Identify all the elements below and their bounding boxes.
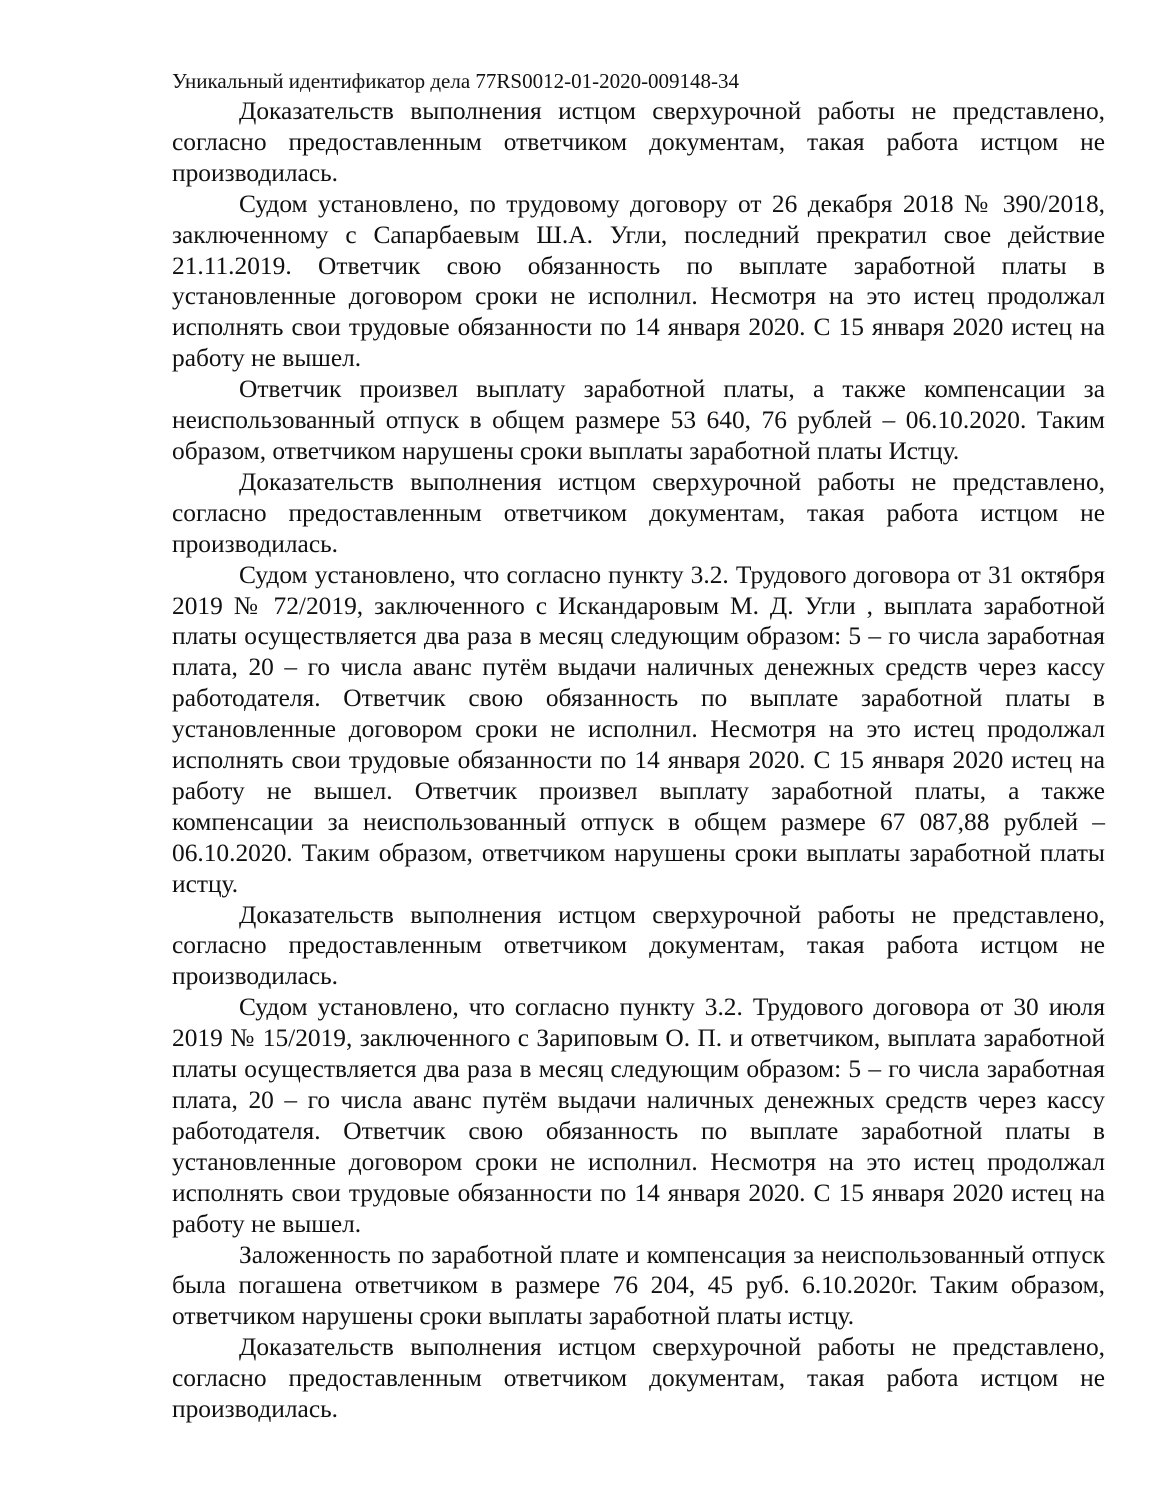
paragraph: Судом установлено, что согласно пункту 3.2. Трудового договора от 30 июля 2019 № 15/2019, заключенного с Зариповым О. П. и ответчиком, выплата заработной платы осуществляется два раза в месяц следующим образом: 5 – го числа заработная плата, 20 – го числа аванс путём выдачи наличных денежных средств через кассу работодателя. Ответчик свою обязанность по выплате заработной платы в установленные договором сроки не исполнил. Несмотря на это истец продолжал исполнять свои трудовые обязанности по 14 января 2020. С 15 января 2020 истец на работу не вышел. <box>172 993 1105 1238</box>
paragraph: Ответчик произвел выплату заработной платы, а также компенсации за неиспользованный отпуск в общем размере 53 640, 76 рублей – 06.10.2020. Таким образом, ответчиком нарушены сроки выплаты заработной платы Истцу. <box>172 375 1105 465</box>
paragraph: Доказательств выполнения истцом сверхурочной работы не представлено, согласно предоставленным ответчиком документам, такая работа истцом не производилась. <box>172 900 1105 991</box>
document-body <box>172 96 1105 1425</box>
case-identifier: Уникальный идентификатор дела 77RS0012-01-2020-009148-34 <box>172 69 740 93</box>
paragraph: Заложенность по заработной плате и компенсация за неиспользованный отпуск была погашена ответчиком в размере 76 204, 45 руб. 6.10.2020г. Таким образом, ответчиком нарушены сроки выплаты заработной платы истцу. <box>172 1240 1105 1331</box>
paragraph: Доказательств выполнения истцом сверхурочной работы не представлено, согласно предоставленным ответчиком документам, такая работа истцом не производилась. <box>172 97 1105 187</box>
paragraph: Доказательств выполнения истцом сверхурочной работы не представлено, согласно предоставленным ответчиком документам, такая работа истцом не производилась. <box>172 1333 1105 1424</box>
paragraph: Доказательств выполнения истцом сверхурочной работы не представлено, согласно предоставленным ответчиком документам, такая работа истцом не производилась. <box>172 467 1105 558</box>
paragraph: Судом установлено, по трудовому договору от 26 декабря 2018 № 390/2018, заключенному с Сапарбаевым Ш.А. Угли, последний прекратил свое действие 21.11.2019. Ответчик свою обязанность по выплате заработной платы в установленные договором сроки не исполнил. Несмотря на это истец продолжал исполнять свои трудовые обязанности по 14 января 2020. С 15 января 2020 истец на работу не вышел. <box>172 189 1105 373</box>
paragraph: Судом установлено, что согласно пункту 3.2. Трудового договора от 31 октября 2019 № 72/2019, заключенного с Искандаровым М. Д. Угли , выплата заработной платы осуществляется два раза в месяц следующим образом: 5 – го числа заработная плата, 20 – го числа аванс путём выдачи наличных денежных средств через кассу работодателя. Ответчик свою обязанность по выплате заработной платы в установленные договором сроки не исполнил. Несмотря на это истец продолжал исполнять свои трудовые обязанности по 14 января 2020. С 15 января 2020 истец на работу не вышел. Ответчик произвел выплату заработной платы, а также компенсации за неиспользованный отпуск в общем размере 67 087,88 рублей – 06.10.2020. Таким образом, ответчиком нарушены сроки выплаты заработной платы истцу. <box>172 560 1105 898</box>
